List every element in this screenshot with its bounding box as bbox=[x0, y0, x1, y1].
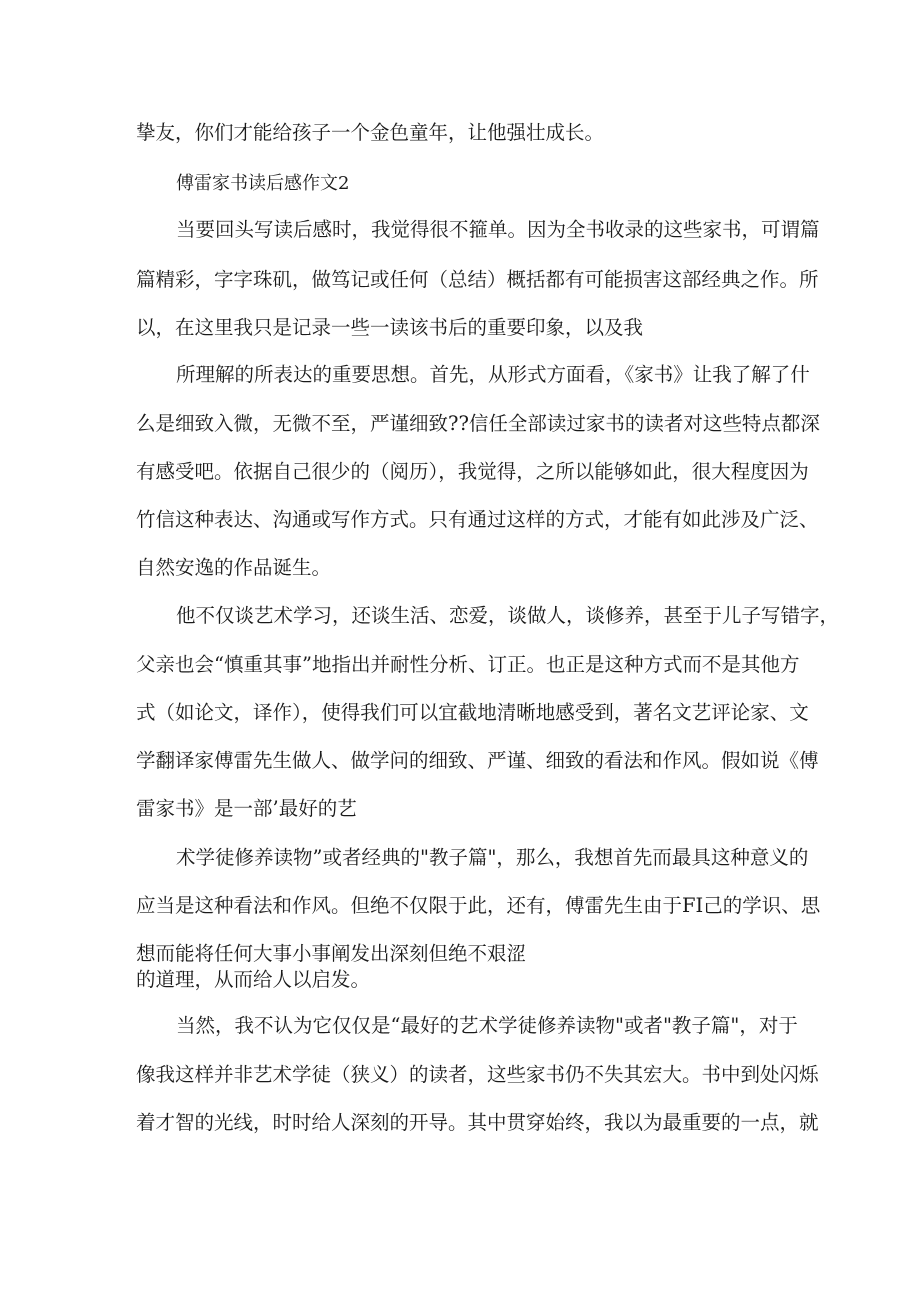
text-line: 父亲也会“慎重其事”地指出并耐性分析、订正。也正是这种方式而不是其他方 bbox=[136, 653, 800, 676]
text-line: 当然，我不认为它仅仅是“最好的艺术学徒修养读物"或者"教子篇"，对于 bbox=[176, 1014, 798, 1037]
text-line: 竹信这种表达、沟通或写作方式。只有通过这样的方式，才能有如此涉及广泛、 bbox=[136, 508, 819, 531]
text-line: 想而能将任何大事小事阐发出深刻但绝不艰涩 bbox=[136, 942, 527, 965]
text-line: 有感受吧。依据自己很少的（阅历），我觉得，之所以能够如此，很大程度因为 bbox=[136, 460, 809, 483]
text-line: 着才智的光线，时时给人深刻的开导。其中贯穿始终，我以为最重要的一点，就 bbox=[136, 1111, 819, 1134]
text-line: 挚友，你们才能给孩子一个金色童年，让他强壮成长。 bbox=[136, 121, 605, 144]
text-line: 的道理，从而给人以启发。 bbox=[136, 968, 371, 991]
text-line: 当要回头写读后感时，我觉得很不箍单。因为全书收录的这些家书，可谓篇 bbox=[176, 218, 820, 241]
text-line: 学翻译家傅雷先生做人、做学问的细致、严谨、细致的看法和作风。假如说《傅 bbox=[136, 749, 819, 772]
text-line: 雷家书》是一部’最好的艺 bbox=[136, 797, 357, 820]
section-title: 傅雷家书读后感作文2 bbox=[176, 173, 350, 194]
text-line: 像我这样并非艺术学徒（狭义）的读者，这些家书仍不失其宏大。书中到处闪烁 bbox=[136, 1063, 819, 1086]
text-line: 篇精彩，字字珠矶，做笃记或任何（总结）概括都有可能损害这部经典之作。所 bbox=[136, 268, 819, 291]
text-line: 术学徒修养读物”或者经典的"教子篇"，那么，我想首先而最具这种意义的 bbox=[176, 846, 809, 869]
text-line: 自然安逸的作品诞生。 bbox=[136, 556, 332, 579]
text-line: 他不仅谈艺术学习，还谈生活、恋爱，谈做人，谈修养，甚至于儿子写错字， bbox=[176, 604, 840, 627]
text-line: 式（如论文，译作），使得我们可以宜截地清晰地感受到，著名文艺评论家、文 bbox=[136, 701, 809, 724]
text-line: 么是细致入微，无微不至，严谨细致??信任全部读过家书的读者对这些特点都深 bbox=[136, 412, 820, 435]
text-line: 应当是这种看法和作风。但绝不仅限于此，还有，傅雷先生由于FI己的学识、思 bbox=[136, 894, 821, 917]
text-line: 所理解的所表达的重要思想。首先，从形式方面看，《家书》让我了解了什 bbox=[176, 363, 810, 386]
text-line: 以，在这里我只是记录一些一读该书后的重要印象，以及我 bbox=[136, 316, 644, 339]
